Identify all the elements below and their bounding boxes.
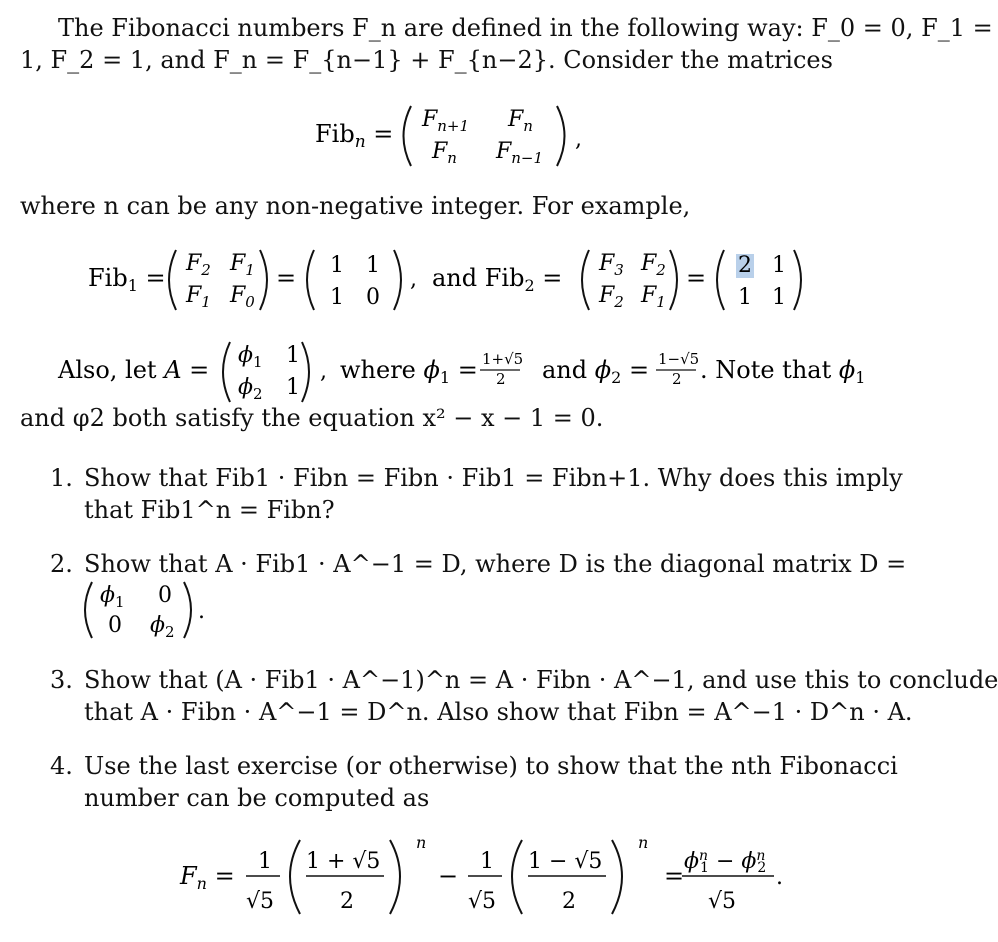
- svg-text:1: 1: [738, 285, 752, 310]
- binet-formula: [176, 828, 796, 932]
- fib-n-definition: [310, 98, 590, 178]
- svg-text:1: 1: [258, 849, 272, 874]
- svg-text:1: 1: [286, 343, 300, 368]
- svg-text:. Note that ϕ1: . Note that $\phi_1$: [700, 356, 866, 387]
- svg-text:1−√5: 1−√5: [658, 350, 700, 368]
- exercise-3-number: 3.: [50, 666, 73, 694]
- svg-text:,: ,: [410, 267, 417, 292]
- svg-text:2: 2: [340, 889, 354, 914]
- svg-text:n: n: [416, 833, 427, 852]
- exercise-1-line-1: Show that Fib1 · Fibn = Fibn · Fib1 = Fibn+1. Why does this imply: [84, 464, 903, 492]
- svg-text:Fn =: $F_n$ =: [180, 862, 235, 893]
- svg-text:2: 2: [562, 889, 576, 914]
- svg-text:1+√5: 1+√5: [482, 350, 524, 368]
- svg-text:0: 0: [108, 613, 122, 638]
- svg-text:=: =: [686, 264, 707, 292]
- svg-text:Also, let A =: Also, let A =: [58, 356, 210, 384]
- svg-text:=: =: [276, 264, 297, 292]
- svg-text:.: .: [198, 599, 205, 624]
- svg-text:Fib1 =: Fib$_1$ =: [88, 264, 166, 295]
- svg-text:,: ,: [320, 359, 327, 384]
- svg-text:2: 2: [672, 370, 682, 388]
- exercise-3-line-1: Show that (A · Fib1 · A^−1)^n = A · Fibn · A^−1, and use this to conclude: [84, 666, 998, 694]
- svg-text:ϕn1 − ϕn2: $\phi^n$ $1 - \phi^n$ 2: [684, 848, 767, 876]
- svg-text:=: =: [664, 862, 685, 890]
- svg-text:Fn: $F_n$: [432, 139, 457, 167]
- svg-text:ϕ2: $\phi_2$: [150, 613, 175, 641]
- svg-text:1: 1: [286, 375, 300, 400]
- svg-text:1: 1: [772, 285, 786, 310]
- svg-text:F1: $F_1$: [230, 251, 255, 279]
- svg-text:−: −: [438, 862, 459, 890]
- fib-examples: [88, 242, 808, 322]
- svg-text:Fibn =: Fib$_n$ =: [315, 120, 394, 152]
- svg-text:0: 0: [158, 583, 172, 608]
- exercise-1-number: 1.: [50, 464, 73, 492]
- svg-text:1: 1: [480, 849, 494, 874]
- svg-text:1: 1: [366, 253, 380, 278]
- svg-text:F1: $F_1$: [641, 283, 666, 311]
- svg-text:0: 0: [366, 285, 380, 310]
- svg-text:ϕ1: $\phi_1$: [238, 343, 263, 371]
- svg-text:F2: $F_2$: [641, 251, 666, 279]
- svg-text:.: .: [776, 865, 783, 890]
- exercise-3-line-2: that A · Fibn · A^−1 = D^n. Also show that Fibn = A^−1 · D^n · A.: [84, 698, 913, 726]
- svg-text:1: 1: [772, 253, 786, 278]
- svg-text:1: 1: [330, 285, 344, 310]
- svg-text:1: 1: [330, 253, 344, 278]
- svg-text:F0: $F_0$: [230, 283, 255, 311]
- svg-text:Fn: $F_n$: [508, 107, 533, 135]
- svg-text:1 − √5: 1 − √5: [528, 849, 603, 874]
- svg-text:2: 2: [738, 253, 752, 278]
- svg-text:F1: $F_1$: [186, 283, 211, 311]
- svg-text:F3: $F_3$: [599, 251, 624, 279]
- also-line-2: and φ2 both satisfy the equation x² − x − 1 = 0.: [20, 404, 604, 432]
- svg-text:and ϕ2 =: and $\phi_2$ =: [542, 356, 650, 387]
- where-n-text: where n can be any non-negative integer. For example,: [20, 192, 691, 220]
- svg-text:and Fib2 =: and Fib$_2$ =: [432, 264, 563, 295]
- exercise-4-number: 4.: [50, 752, 73, 780]
- svg-text:Fn−1: $F_{n-1}$: [496, 139, 544, 167]
- intro-line-1: The Fibonacci numbers F_n are defined in the following way: F_0 = 0, F_1 =: [58, 14, 993, 42]
- svg-text:√5: √5: [246, 889, 275, 914]
- svg-text:where ϕ1 =: where $\phi_1$ =: [340, 356, 478, 387]
- exercise-4-line-2: number can be computed as: [84, 784, 430, 812]
- svg-text:,: ,: [575, 127, 582, 152]
- svg-text:√5: √5: [708, 889, 737, 914]
- exercise-1-line-2: that Fib1^n = Fibn?: [84, 496, 335, 524]
- svg-text:F2: $F_2$: [186, 251, 211, 279]
- diagonal-matrix-d: [78, 576, 218, 650]
- svg-text:ϕ2: $\phi_2$: [238, 375, 263, 403]
- svg-text:√5: √5: [468, 889, 497, 914]
- exercise-2-number: 2.: [50, 550, 73, 578]
- intro-line-2: 1, F_2 = 1, and F_n = F_{n−1} + F_{n−2}. Consider the matrices: [20, 46, 833, 74]
- svg-text:Fn+1: $F_{n+1}$: [422, 107, 470, 135]
- exercise-4-line-1: Use the last exercise (or otherwise) to show that the nth Fibonacci: [84, 752, 898, 780]
- svg-text:n: n: [638, 833, 649, 852]
- exercise-2-line-1: Show that A · Fib1 · A^−1 = D, where D is the diagonal matrix D =: [84, 550, 907, 578]
- svg-text:ϕ1: $\phi_1$: [100, 583, 125, 611]
- svg-text:F2: $F_2$: [599, 283, 624, 311]
- svg-text:2: 2: [496, 370, 506, 388]
- svg-text:1 + √5: 1 + √5: [306, 849, 381, 874]
